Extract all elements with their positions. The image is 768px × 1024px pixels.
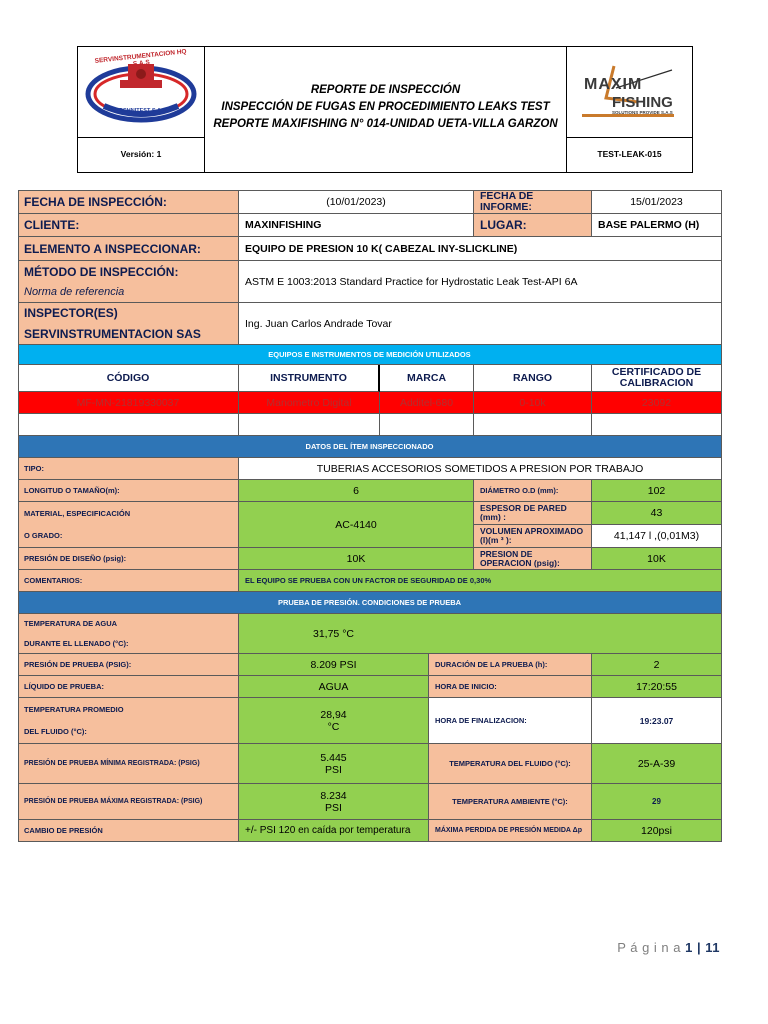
- hora-inicio-label: HORA DE INICIO:: [429, 676, 592, 698]
- volumen-label: VOLUMEN APROXIMADO (l)(m ³ ):: [474, 525, 592, 548]
- presion-operacion-value: 10K: [592, 548, 722, 570]
- header-divider-bottom-right: [566, 137, 693, 138]
- longitud-label: LONGITUD O TAMAÑO(m):: [18, 480, 239, 502]
- temp-prom-label-2: DEL FLUIDO (°C):: [24, 727, 87, 737]
- presion-max-value: [239, 784, 429, 820]
- title-line-3: REPORTE MAXIFISHING N° 014-UNIDAD UETA-VILLA GARZON: [213, 118, 558, 130]
- espesor-value: 43: [592, 502, 722, 525]
- presion-min-value-1: 5.445: [320, 751, 347, 764]
- col-certificado: CERTIFICADO DE CALIBRACION: [592, 365, 722, 392]
- metodo-label: MÉTODO DE INSPECCIÓN:: [24, 264, 179, 279]
- page-number: 1: [685, 940, 693, 955]
- temp-agua-label-cell: [18, 614, 239, 654]
- equipo-empty-cell-2: [239, 414, 380, 436]
- elemento-value: EQUIPO DE PRESION 10 K( CABEZAL INY-SLICKLINE): [239, 237, 722, 261]
- page-word: P á g i n a: [617, 940, 681, 955]
- hora-fin-label: HORA DE FINALIZACION:: [429, 698, 592, 744]
- presion-diseno-label: PRESIÓN DE DISEÑO (psig):: [18, 548, 239, 570]
- title-line-1: REPORTE DE INSPECCIÓN: [310, 84, 461, 96]
- presion-prueba-value: 8.209 PSI: [239, 654, 429, 676]
- temp-prom-label-1: TEMPERATURA PROMEDIO: [24, 704, 124, 714]
- presion-min-value-2: PSI: [325, 763, 342, 776]
- presion-max-value-2: PSI: [325, 801, 342, 814]
- metodo-value: ASTM E 1003:2013 Standard Practice for Hydrostatic Leak Test-API 6A: [239, 261, 722, 303]
- norma-label: Norma de referencia: [24, 286, 125, 299]
- fecha-informe-value: 15/01/2023: [592, 191, 722, 214]
- temp-amb-label: TEMPERATURA AMBIENTE (°C):: [429, 784, 592, 820]
- max-perdida-label: MÁXIMA PERDIDA DE PRESIÓN MEDIDA Δp: [429, 820, 592, 842]
- equipo-certificado: 23092: [592, 392, 722, 414]
- logo-right-line1: MAXIM: [584, 76, 643, 93]
- prueba-section-title: PRUEBA DE PRESIÓN. CONDICIONES DE PRUEBA: [18, 592, 722, 614]
- presion-min-value: [239, 744, 429, 784]
- inspector-label-cell: [18, 303, 239, 345]
- espesor-label: ESPESOR DE PARED (mm) :: [474, 502, 592, 525]
- longitud-value: 6: [239, 480, 474, 502]
- logo-left-text-bottom: TECHNITEST S.A.S: [115, 108, 167, 114]
- presion-min-label: PRESIÓN DE PRUEBA MÍNIMA REGISTRADA: (PSIG): [18, 744, 239, 784]
- volumen-value: 41,147 l ,(0,01M3): [592, 525, 722, 548]
- lugar-label: LUGAR:: [474, 214, 592, 237]
- tipo-value: TUBERIAS ACCESORIOS SOMETIDOS A PRESION POR TRABAJO: [239, 458, 722, 480]
- presion-prueba-label: PRESIÓN DE PRUEBA (PSIG):: [18, 654, 239, 676]
- comentarios-value: EL EQUIPO SE PRUEBA CON UN FACTOR DE SEGURIDAD DE 0,30%: [239, 570, 722, 592]
- max-perdida-value: 120psi: [592, 820, 722, 842]
- cliente-label: CLIENTE:: [18, 214, 239, 237]
- servinstrumentacion-logo: [84, 50, 198, 130]
- col-marca: MARCA: [380, 365, 474, 392]
- equipo-empty-cell-3: [380, 414, 474, 436]
- equipo-marca: Additel-680: [380, 392, 474, 414]
- form-left-border: [18, 190, 19, 842]
- page-footer: [580, 940, 720, 955]
- equipo-empty-cell-4: [474, 414, 592, 436]
- temp-fluido-value: 25-A-39: [592, 744, 722, 784]
- equipo-empty-cell-5: [592, 414, 722, 436]
- material-label-1: MATERIAL, ESPECIFICACIÓN: [24, 508, 131, 518]
- page-total: 11: [705, 940, 720, 955]
- temp-prom-value: [239, 698, 429, 744]
- equipo-instrumento: Manometro Digital: [239, 392, 380, 414]
- version-label: Versión: 1: [120, 149, 162, 159]
- hora-fin-value: 19:23.07: [592, 698, 722, 744]
- document-code: TEST-LEAK-015: [597, 149, 662, 159]
- equipos-section-title: EQUIPOS E INSTRUMENTOS DE MEDICIÓN UTILIZADOS: [18, 345, 722, 365]
- diametro-value: 102: [592, 480, 722, 502]
- equipo-codigo: MF-MN-21819330037: [18, 392, 239, 414]
- diametro-label: DIÁMETRO O.D (mm):: [474, 480, 592, 502]
- material-label-cell: [18, 502, 239, 548]
- temp-prom-value-1: 28,94: [320, 708, 347, 721]
- inspection-form: [18, 190, 722, 842]
- logo-left-text-top: SERVINSTRUMENTACION HQ S.A.S: [94, 48, 187, 68]
- lugar-value: BASE PALERMO (H): [592, 214, 722, 237]
- material-label-2: O GRADO:: [24, 531, 63, 541]
- hora-inicio-value: 17:20:55: [592, 676, 722, 698]
- cambio-value: +/- PSI 120 en caída por temperatura: [239, 820, 429, 842]
- col-codigo: CÓDIGO: [18, 365, 239, 392]
- liquido-label: LÍQUIDO DE PRUEBA:: [18, 676, 239, 698]
- equipo-rango: 0-10k: [474, 392, 592, 414]
- title-line-2: INSPECCIÓN DE FUGAS EN PROCEDIMIENTO LEAKS TEST: [221, 101, 550, 113]
- logo-right-line2: FISHING: [612, 94, 673, 111]
- fecha-informe-label: FECHA DE INFORME:: [474, 191, 592, 214]
- header-divider-bottom-left: [77, 137, 205, 138]
- tipo-label: TIPO:: [18, 458, 239, 480]
- temp-agua-label-2: DURANTE EL LLENADO (°C):: [24, 638, 129, 648]
- col-instrumento: INSTRUMENTO: [239, 365, 380, 392]
- presion-operacion-label: PRESION DE OPERACION (psig):: [474, 548, 592, 570]
- temp-amb-value: 29: [592, 784, 722, 820]
- equipo-empty-cell-1: [18, 414, 239, 436]
- elemento-label: ELEMENTO A INSPECCIONAR:: [18, 237, 239, 261]
- metodo-label-cell: [18, 261, 239, 303]
- page-separator: |: [696, 940, 702, 955]
- liquido-value: AGUA: [239, 676, 429, 698]
- presion-max-value-1: 8.234: [320, 789, 347, 802]
- inspector-label: INSPECTOR(ES): [24, 306, 118, 321]
- material-value: AC-4140: [239, 502, 474, 548]
- presion-max-label: PRESIÓN DE PRUEBA MÁXIMA REGISTRADA: (PSIG): [18, 784, 239, 820]
- duracion-value: 2: [592, 654, 722, 676]
- temp-agua-value: 31,75 °C: [239, 614, 722, 654]
- temp-prom-value-2: °C: [327, 720, 340, 733]
- comentarios-label: COMENTARIOS:: [18, 570, 239, 592]
- temp-agua-label-1: TEMPERATURA DE AGUA: [24, 619, 118, 629]
- fecha-inspeccion-label: FECHA DE INSPECCIÓN:: [18, 191, 239, 214]
- maxim-fishing-logo: [576, 58, 686, 126]
- logo-right-tagline: SOLUTIONS PROVIDE S.A.S: [612, 110, 673, 115]
- col-rango: RANGO: [474, 365, 592, 392]
- duracion-label: DURACIÓN DE LA PRUEBA (h):: [429, 654, 592, 676]
- fecha-inspeccion-value: (10/01/2023): [239, 191, 474, 214]
- cliente-value: MAXINFISHING: [239, 214, 474, 237]
- presion-diseno-value: 10K: [239, 548, 474, 570]
- temp-fluido-label: TEMPERATURA DEL FLUIDO (°C):: [429, 744, 592, 784]
- cambio-label: CAMBIO DE PRESIÓN: [18, 820, 239, 842]
- item-section-title: DATOS DEL ÍTEM INSPECCIONADO: [18, 436, 722, 458]
- temp-prom-label-cell: [18, 698, 239, 744]
- report-title: [205, 82, 566, 133]
- inspector-company: SERVINSTRUMENTACION SAS: [24, 326, 201, 341]
- inspector-value: Ing. Juan Carlos Andrade Tovar: [239, 303, 722, 345]
